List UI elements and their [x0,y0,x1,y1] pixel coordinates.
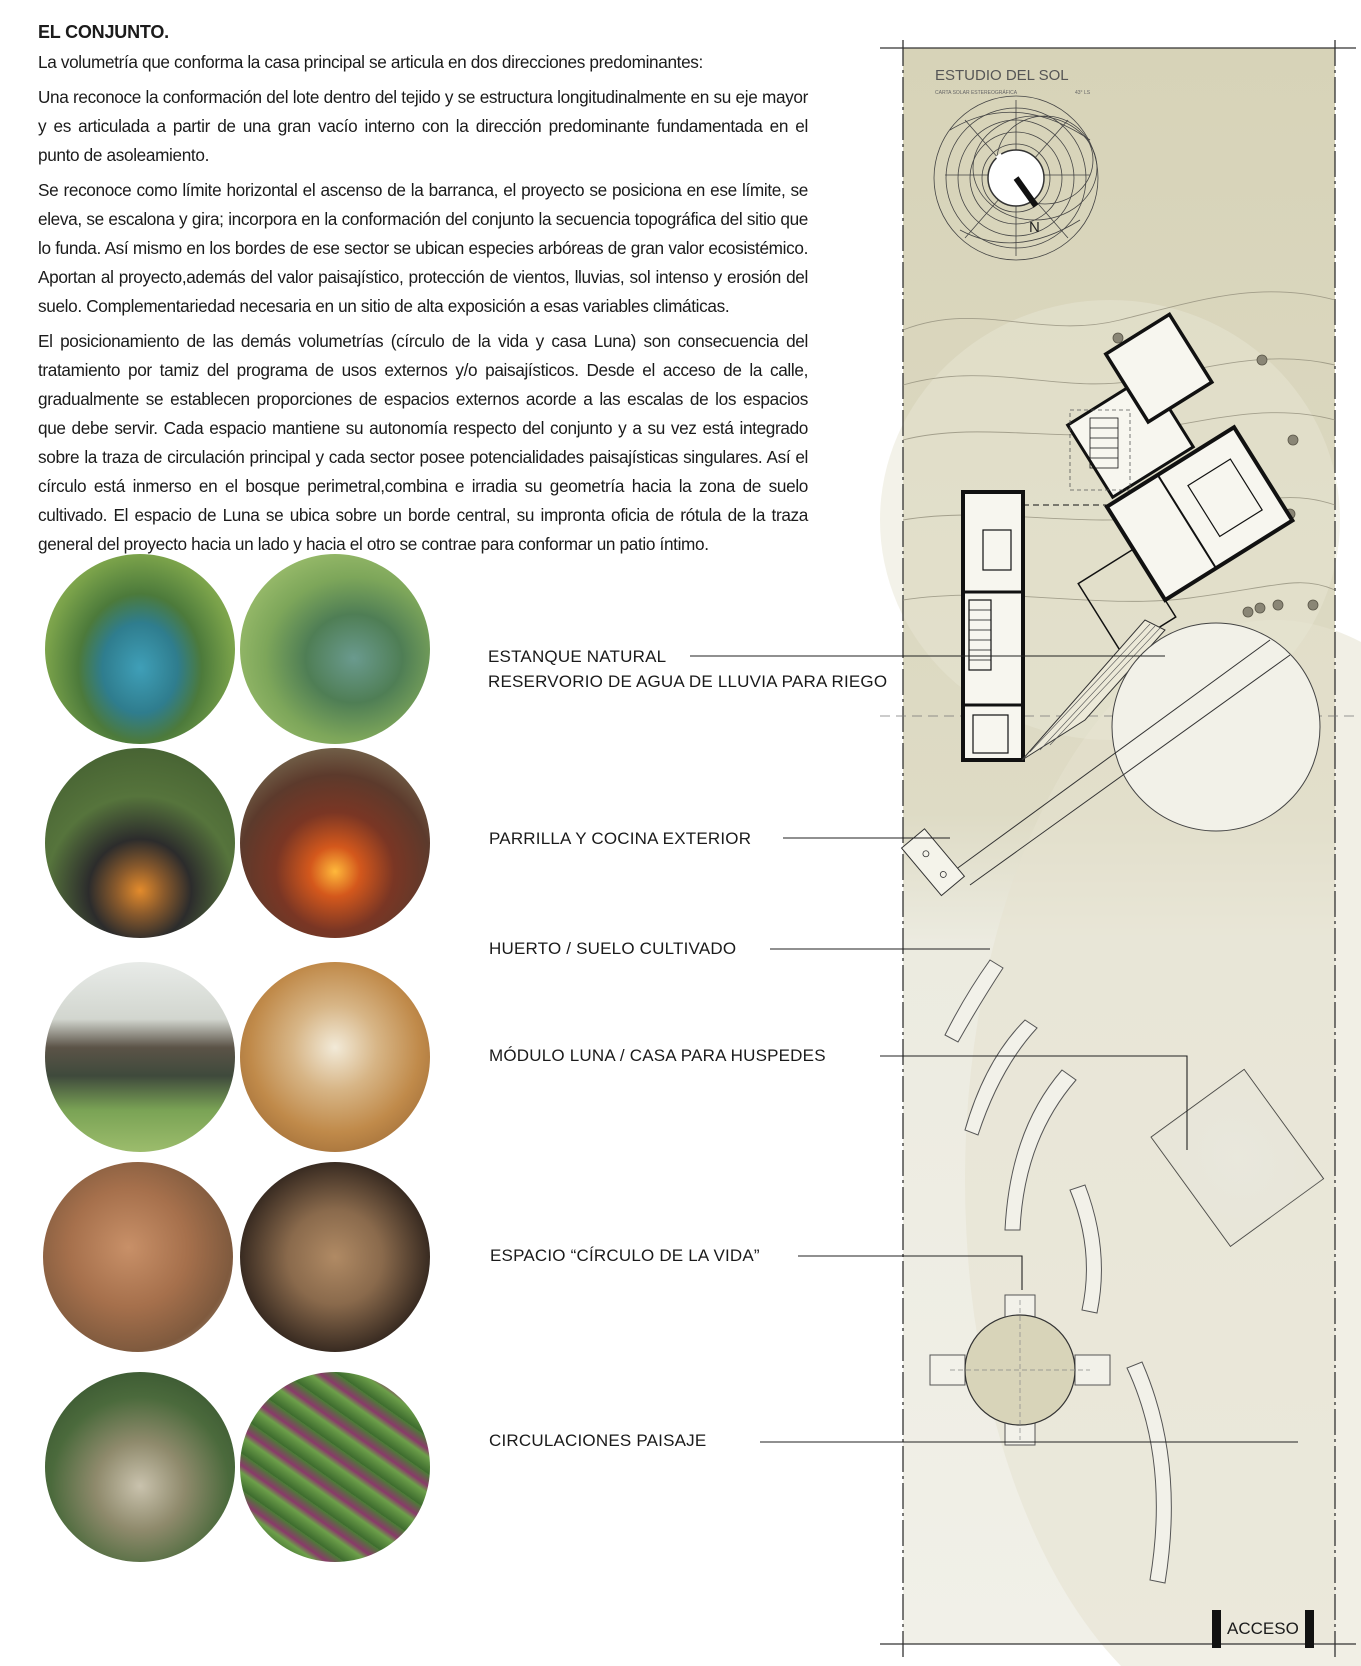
intro-paragraph: El posicionamiento de las demás volumetrías (círculo de la vida y casa Luna) son consecuencia del tratamiento por tamiz del programa de usos externos y/o paisajísticos. Desde el acceso de la calle, gradualmente se establecen proporciones de espacios externos acorde a las escalas de los espacios que debe servir. Cada espacio mantiene su autonomía respecto del conjunto y a su vez está integrado sobre la traza de circulación principal y cada sector posee potencialidades paisajísticas singulares. Así el círculo está inmerso en el bosque perimetral,combina e irradia su geometría hacia la zona de suelo cultivado. El espacio de Luna se ubica sobre un borde central, su impronta oficia de rótula de la traza general del proyecto hacia un lado y hacia el otro se contrae para conformar un patio íntimo. [38,331,808,554]
intro-paragraph: La volumetría que conforma la casa principal se articula en dos direcciones predominantes: [38,52,703,72]
label-circulo-vida: ESPACIO “CÍRCULO DE LA VIDA” [490,1246,760,1265]
pond-circle [1112,623,1320,831]
label-estanque: ESTANQUE NATURAL RESERVORIO DE AGUA DE LLUVIA PARA RIEGO [488,647,888,691]
sun-study-title: ESTUDIO DEL SOL [935,67,1069,84]
label-modulo-luna: MÓDULO LUNA / CASA PARA HUSPEDES [489,1046,826,1065]
north-icon: N [1029,219,1040,236]
sun-study-subtitle: CARTA SOLAR ESTEREOGRÁFICA [935,90,1018,96]
intro-paragraph: Una reconoce la conformación del lote dentro del tejido y se estructura longitudinalmente en su eje mayor y es articulada a partir de una gran vacío interno con la dirección predominante fundamentada en el punto de asoleamiento. [38,87,808,165]
label-circulaciones: CIRCULACIONES PAISAJE [489,1431,707,1450]
label-huerto: HUERTO / SUELO CULTIVADO [489,939,737,958]
acceso-marker: ACCESO [1212,1610,1314,1648]
intro-paragraph: Se reconoce como límite horizontal el ascenso de la barranca, el proyecto se posiciona en ese límite, se eleva, se escalona y gira; incorpora en la conformación del conjunto la secuencia topográfica del sitio que lo funda. Así mismo en los bordes de ese sector se ubican especies arbóreas de gran valor ecosistémico. Aportan al proyecto,además del valor paisajístico, protección de vientos, lluvias, sol intenso y erosión del suelo. Complementariedad necesaria en un sitio de alta exposición a esas variables climáticas. [38,180,808,316]
section-title: EL CONJUNTO. [38,22,169,42]
label-parrilla: PARRILLA Y COCINA EXTERIOR [489,829,752,848]
sun-study-latitude: 43° LS [1075,90,1091,96]
